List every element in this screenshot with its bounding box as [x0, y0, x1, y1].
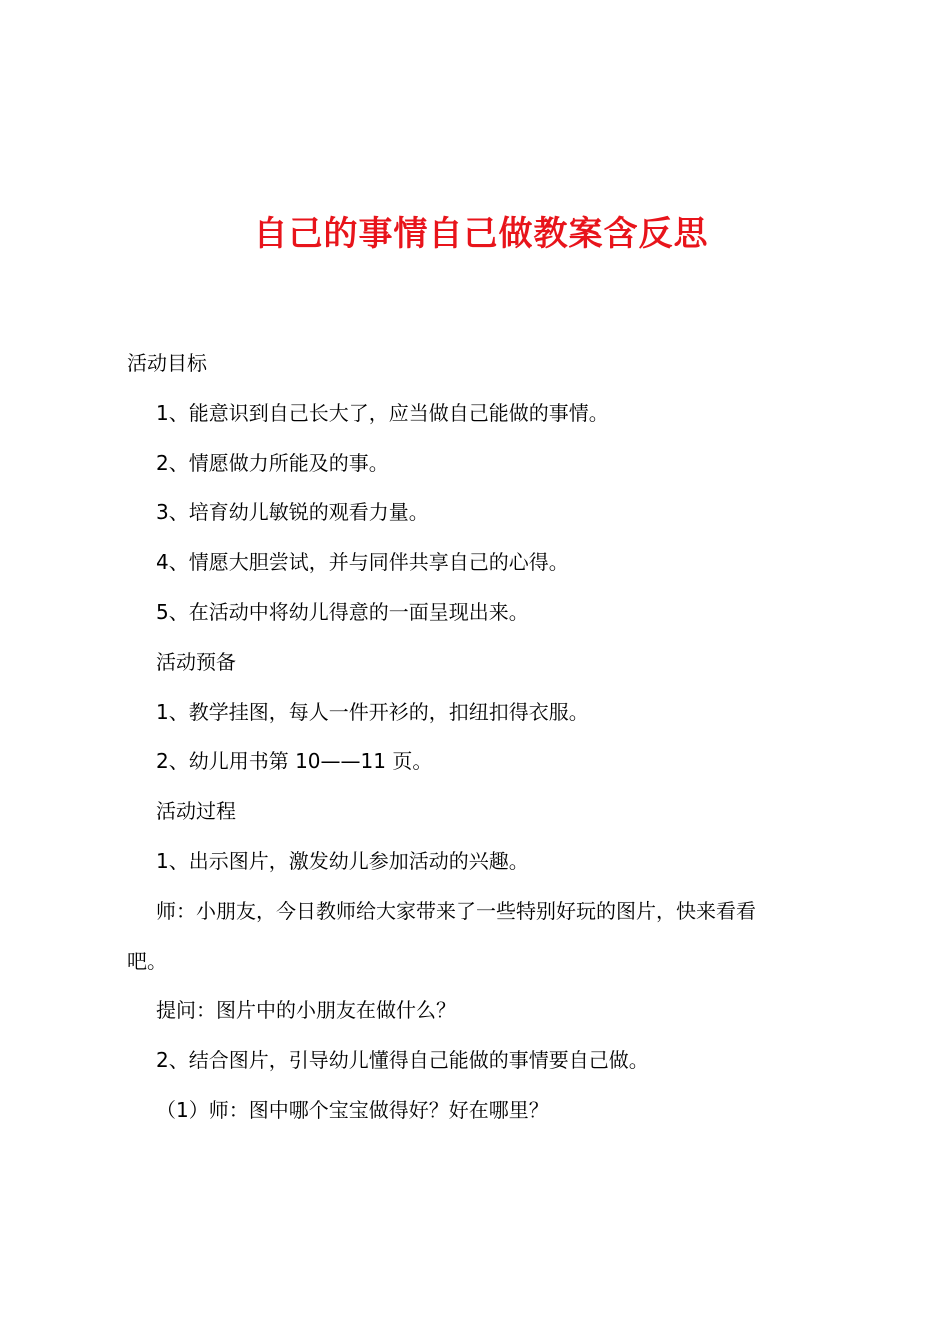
- paragraph-line: （1）师：图中哪个宝宝做得好？好在哪里？: [156, 1098, 549, 1122]
- document-title: 自己的事情自己做教案含反思: [253, 214, 709, 254]
- paragraph-line: 1、出示图片，激发幼儿参加活动的兴趣。: [156, 849, 529, 873]
- paragraph-line: 2、情愿做力所能及的事。: [156, 451, 389, 475]
- paragraph-line: 4、情愿大胆尝试，并与同伴共享自己的心得。: [156, 550, 569, 574]
- section-heading-goals: 活动目标: [127, 351, 207, 375]
- paragraph-line: 1、能意识到自己长大了，应当做自己能做的事情。: [156, 401, 609, 425]
- paragraph-line: 2、幼儿用书第 10——11 页。: [156, 749, 433, 773]
- paragraph-line: 提问：图片中的小朋友在做什么？: [156, 998, 456, 1022]
- paragraph-line: 2、结合图片，引导幼儿懂得自己能做的事情要自己做。: [156, 1048, 649, 1072]
- paragraph-line: 1、教学挂图，每人一件开衫的，扣纽扣得衣服。: [156, 700, 589, 724]
- section-heading-process: 活动过程: [156, 799, 236, 823]
- paragraph-line: 5、在活动中将幼儿得意的一面呈现出来。: [156, 600, 529, 624]
- paragraph-line-continuation: 吧。: [127, 949, 167, 973]
- section-heading-preparation: 活动预备: [156, 650, 236, 674]
- paragraph-line: 师：小朋友，今日教师给大家带来了一些特别好玩的图片，快来看看: [156, 899, 756, 923]
- paragraph-line: 3、培育幼儿敏锐的观看力量。: [156, 500, 429, 524]
